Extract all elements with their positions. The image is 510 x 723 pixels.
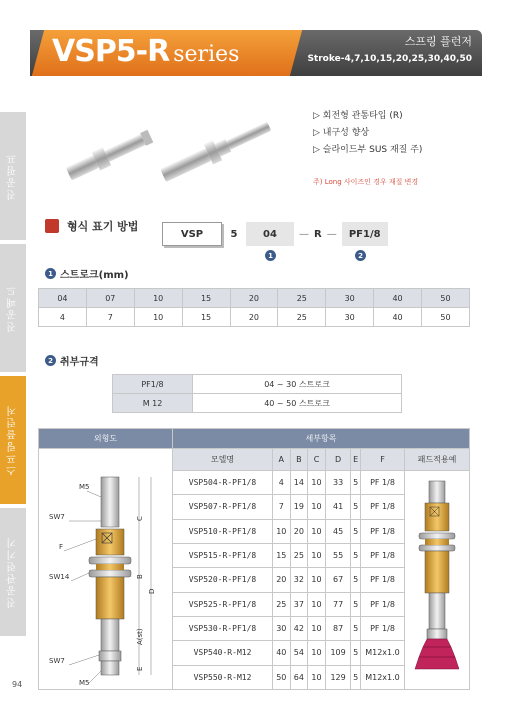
page-header — [30, 30, 482, 76]
col-model: 모델명 — [173, 449, 273, 471]
model-name: VSP530-R-PF1/8 — [173, 616, 273, 640]
order-part-thread: PF1/8 — [342, 222, 388, 246]
product-photo — [60, 96, 280, 196]
mount-range: 04 ~ 30 스트로크 — [193, 375, 402, 394]
thread-f: PF 1/8 — [361, 471, 405, 495]
dim-a: 40 — [273, 641, 291, 665]
stroke-code: 10 — [134, 289, 182, 308]
feature-item: ▷ 회전형 관통타입 (R) — [313, 111, 403, 121]
stroke-code: 04 — [39, 289, 87, 308]
mount-thread: PF1/8 — [113, 375, 193, 394]
dim-b: 25 — [290, 543, 308, 567]
order-dash: — — [326, 228, 337, 240]
dim-a: 10 — [273, 519, 291, 543]
model-name: VSP515-R-PF1/8 — [173, 543, 273, 567]
dim-c: 10 — [308, 519, 326, 543]
stroke-value: 40 — [374, 308, 422, 327]
col-c: C — [308, 449, 326, 471]
dim-e: 5 — [351, 519, 361, 543]
order-part-stroke: 04 — [246, 222, 294, 246]
dim-e: 5 — [351, 495, 361, 519]
label-f: F — [59, 543, 64, 551]
stroke-code: 50 — [422, 289, 470, 308]
dim-c: 10 — [308, 495, 326, 519]
dim-d: 87 — [325, 616, 351, 640]
material-note: 주) Long 사이즈인 경우 재질 변경 — [313, 178, 419, 186]
thread-f: PF 1/8 — [361, 495, 405, 519]
thread-f: PF 1/8 — [361, 519, 405, 543]
mount-table — [112, 374, 402, 413]
dim-e-label: E — [136, 666, 144, 671]
col-d: D — [325, 449, 351, 471]
drawing-header: 외형도 — [39, 429, 173, 449]
dim-c: 10 — [308, 616, 326, 640]
thread-f: M12x1.0 — [361, 665, 405, 689]
stroke-title-text: 스트로크(mm) — [60, 270, 129, 281]
side-tab-vacuum-devices[interactable]: 진공관련기기 — [0, 508, 26, 636]
dim-d-label: D — [148, 588, 156, 594]
order-code-title — [45, 218, 138, 234]
label-m5-bottom: M5 — [79, 679, 90, 687]
stroke-value: 30 — [326, 308, 374, 327]
dim-b: 54 — [290, 641, 308, 665]
thread-f: PF 1/8 — [361, 543, 405, 567]
order-code-title-text: 형식 표기 방법 — [67, 220, 139, 233]
pad-example-drawing — [405, 471, 469, 687]
dim-b: 37 — [290, 592, 308, 616]
dim-a: 7 — [273, 495, 291, 519]
dim-d: 33 — [325, 471, 351, 495]
stroke-value: 15 — [182, 308, 230, 327]
dim-c: 10 — [308, 665, 326, 689]
col-b: B — [290, 449, 308, 471]
order-code-row — [162, 222, 388, 246]
page-title — [52, 34, 239, 69]
dim-c: 10 — [308, 592, 326, 616]
model-name: VSP540-R-M12 — [173, 641, 273, 665]
col-a: A — [273, 449, 291, 471]
label-m5-top: M5 — [79, 483, 90, 491]
stroke-code: 40 — [374, 289, 422, 308]
stroke-value: 25 — [278, 308, 326, 327]
dim-b: 14 — [290, 471, 308, 495]
mount-row — [113, 375, 402, 394]
detail-header: 세부항목 — [173, 429, 470, 449]
dim-c: 10 — [308, 543, 326, 567]
mount-row — [113, 394, 402, 413]
dim-d: 41 — [325, 495, 351, 519]
stroke-code: 30 — [326, 289, 374, 308]
stroke-code: 07 — [86, 289, 134, 308]
stroke-code: 15 — [182, 289, 230, 308]
dim-e: 5 — [351, 616, 361, 640]
dim-c: 10 — [308, 568, 326, 592]
stroke-table — [38, 288, 470, 327]
dim-a-label: A(st) — [136, 628, 144, 645]
dim-b: 20 — [290, 519, 308, 543]
order-part-size: 5 — [230, 228, 238, 240]
col-pad-example: 패드적용예 — [405, 449, 470, 471]
label-sw7-top: SW7 — [49, 513, 65, 521]
spec-header-row — [39, 429, 470, 449]
dim-d: 109 — [325, 641, 351, 665]
outline-drawing — [39, 449, 172, 687]
feature-item: ▷ 슬라이드부 SUS 재질 주) — [313, 145, 423, 155]
stroke-code: 25 — [278, 289, 326, 308]
model-name: VSP550-R-M12 — [173, 665, 273, 689]
dim-c: 10 — [308, 471, 326, 495]
model-name: VSP507-R-PF1/8 — [173, 495, 273, 519]
stroke-value: 7 — [86, 308, 134, 327]
dim-a: 50 — [273, 665, 291, 689]
stroke-section-title — [45, 266, 129, 281]
order-marker-2: 2 — [355, 250, 366, 261]
dim-d: 129 — [325, 665, 351, 689]
label-sw7-bottom: SW7 — [49, 657, 65, 665]
stroke-value: 4 — [39, 308, 87, 327]
label-sw14: SW14 — [49, 573, 70, 581]
dim-a: 20 — [273, 568, 291, 592]
order-part-type: R — [314, 228, 322, 240]
order-dash: — — [299, 228, 309, 240]
title-model: VSP5-R — [52, 34, 170, 69]
mount-range: 40 ~ 50 스트로크 — [193, 394, 402, 413]
thread-f: PF 1/8 — [361, 568, 405, 592]
side-tabs — [0, 112, 26, 640]
dim-d: 77 — [325, 592, 351, 616]
dim-d: 55 — [325, 543, 351, 567]
col-e: E — [351, 449, 361, 471]
thread-f: PF 1/8 — [361, 616, 405, 640]
mount-section-title — [45, 353, 99, 368]
dim-b: 19 — [290, 495, 308, 519]
thread-f: M12x1.0 — [361, 641, 405, 665]
page-number: 94 — [12, 680, 23, 689]
dim-b: 64 — [290, 665, 308, 689]
dim-a: 4 — [273, 471, 291, 495]
model-name: VSP525-R-PF1/8 — [173, 592, 273, 616]
dim-c: 10 — [308, 641, 326, 665]
dim-c-label: C — [136, 516, 144, 521]
stroke-value: 50 — [422, 308, 470, 327]
bar-chart-icon — [45, 219, 59, 233]
dim-d: 67 — [325, 568, 351, 592]
side-tab-vacuum-pump[interactable]: 진공펌프 — [0, 112, 26, 240]
feature-item: ▷ 내구성 향상 — [313, 128, 370, 138]
dim-b-label: B — [136, 574, 144, 579]
stroke-code: 20 — [230, 289, 278, 308]
model-name: VSP504-R-PF1/8 — [173, 471, 273, 495]
side-tab-vacuum-pad[interactable]: 진공패드 — [0, 244, 26, 372]
pad-example-cell — [405, 471, 470, 690]
order-part-series: VSP — [162, 222, 222, 246]
dim-b: 42 — [290, 616, 308, 640]
dim-e: 5 — [351, 543, 361, 567]
dim-a: 15 — [273, 543, 291, 567]
dim-e: 5 — [351, 568, 361, 592]
spec-column-row — [39, 449, 470, 471]
header-strokes: Stroke-4,7,10,15,20,25,30,40,50 — [307, 54, 472, 64]
dim-e: 5 — [351, 641, 361, 665]
col-f: F — [361, 449, 405, 471]
feature-list — [313, 108, 422, 159]
dim-a: 30 — [273, 616, 291, 640]
outline-drawing-cell — [39, 449, 173, 690]
dim-e: 5 — [351, 471, 361, 495]
side-tab-spring-plunger[interactable]: 스프링플런저 — [0, 376, 26, 504]
dim-d: 45 — [325, 519, 351, 543]
model-name: VSP520-R-PF1/8 — [173, 568, 273, 592]
mount-marker: 2 — [45, 355, 56, 366]
mount-title-text: 취부규격 — [60, 357, 99, 368]
title-series: series — [173, 42, 240, 67]
thread-f: PF 1/8 — [361, 592, 405, 616]
stroke-marker: 1 — [45, 268, 56, 279]
stroke-value-row — [39, 308, 470, 327]
stroke-value: 20 — [230, 308, 278, 327]
dim-e: 5 — [351, 665, 361, 689]
dim-e: 5 — [351, 592, 361, 616]
dim-a: 25 — [273, 592, 291, 616]
order-marker-1: 1 — [265, 250, 276, 261]
spec-table — [38, 428, 470, 690]
header-category: 스프링 플런저 — [404, 35, 472, 48]
stroke-code-row — [39, 289, 470, 308]
stroke-value: 10 — [134, 308, 182, 327]
model-name: VSP510-R-PF1/8 — [173, 519, 273, 543]
mount-thread: M 12 — [113, 394, 193, 413]
dim-b: 32 — [290, 568, 308, 592]
